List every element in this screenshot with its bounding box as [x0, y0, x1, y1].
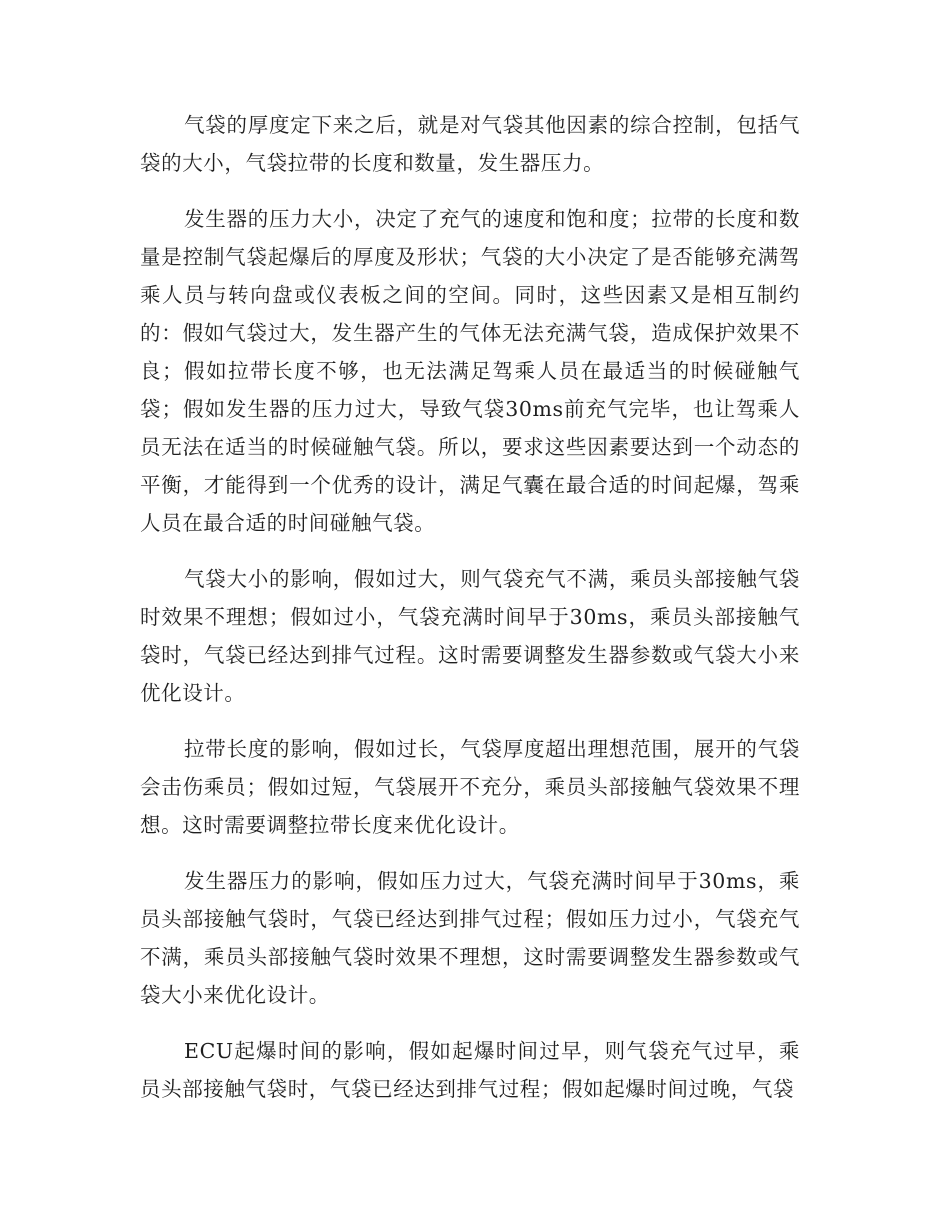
paragraph-ecu-firing-time-effect: ECU起爆时间的影响，假如起爆时间过早，则气袋充气过早，乘员头部接触气袋时，气袋已经达到排气过程；假如起爆时间过晚，气袋 — [140, 1039, 800, 1101]
paragraph-tether-length-effect: 拉带长度的影响，假如过长，气袋厚度超出理想范围，展开的气袋会击伤乘员；假如过短，气袋展开不充分，乘员头部接触气袋效果不理想。这时需要调整拉带长度来优化设计。 — [140, 737, 800, 837]
paragraph-generator-pressure-and-balance: 发生器的压力大小，决定了充气的速度和饱和度；拉带的长度和数量是控制气袋起爆后的厚度及形状；气袋的大小决定了是否能够充满驾乘人员与转向盘或仪表板之间的空间。同时，这些因素又是相互制约的：假如气袋过大，发生器产生的气体无法充满气袋，造成保护效果不良；假如拉带长度不够，也无法满足驾乘人员在最适当的时候碰触气袋；假如发生器的压力过大，导致气袋30ms前充气完毕，也让驾乘人员无法在适当的时候碰触气袋。所以，要求这些因素要达到一个动态的平衡，才能得到一个优秀的设计，满足气囊在最合适的时间起爆，驾乘人员在最合适的时间碰触气袋。 — [140, 207, 800, 535]
document-body — [140, 106, 800, 1126]
paragraph-airbag-thickness-control: 气袋的厚度定下来之后，就是对气袋其他因素的综合控制，包括气袋的大小，气袋拉带的长度和数量，发生器压力。 — [140, 113, 800, 175]
paragraph-airbag-size-effect: 气袋大小的影响，假如过大，则气袋充气不满，乘员头部接触气袋时效果不理想；假如过小，气袋充满时间早于30ms，乘员头部接触气袋时，气袋已经达到排气过程。这时需要调整发生器参数或气袋大小来优化设计。 — [140, 567, 800, 705]
paragraph-generator-pressure-effect: 发生器压力的影响，假如压力过大，气袋充满时间早于30ms，乘员头部接触气袋时，气袋已经达到排气过程；假如压力过小，气袋充气不满，乘员头部接触气袋时效果不理想，这时需要调整发生器参数或气袋大小来优化设计。 — [140, 869, 800, 1007]
